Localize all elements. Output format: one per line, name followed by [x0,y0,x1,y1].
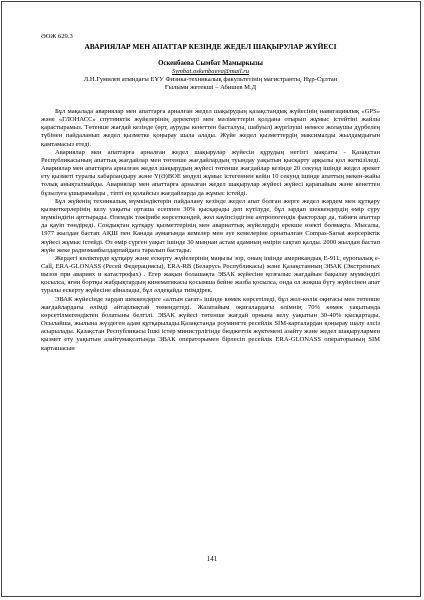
page-number: 141 [206,556,218,563]
paragraph-3: Бұл жүйенің техникалық мүмкіндіктерін пайдалану кезінде жедел апат болған жерге жедел жәрдем мен құтқару қызметкерлерінің келу уақыты орташа есеппен 30% қысқарады деп күтілуде, бұл зардап шеккендердің өмір сүру мүмкіндігін арттырады. Өлемдік тәжірибе көрсеткендей, жол кауіпсіздігіне антропогендік факторлар да, табиғи апаттар да қауіп төндіреді. Сондықтан құтқару қызметтерінің мен авариаттық жүйелердің ерекше өзекті болмақта. Мысалы, 1977 жылдан бастап АҚШ пен Канада аумағында кемелер мен әуе кемелеріне орнатылған Compas-Sarsat жерсеріктік жүйесі жұмыс істейді. Өз өмір сүрген уақыт ішінде 30 мыңнан астам адамның өмірін сақтап қалды. 2000 жылдан бастап жүйе жеке радиомаябылдарпайдаға таралып бастады. [41,197,380,254]
article-body [41,108,380,353]
paragraph-4: Жердегі көліктерде құтқару және ескерту жүйелерінің маңызы зор, оның ішінде американдық E-911, еуропалық e-Call, ERA-GLONASS (Ресей Федерациясы), ERA-RB (Беларусь Республикасы) және Қазақстанның ЭВАК (Экстренных вызов при авариях и катастрофах) . Егер жақын болашақта ЭВАК жүйесіне қозғалыс жағдайын бақылау мүмкіндігі қосылса, яғни бортқы жабдықтардың кинематикасы қосымша бейне жазба қосылса, онда ол жоқша бүгу жүйесінен апат туралы ескерту жүйесіне айналады, бұл әлдеқайда тиімдірек. [41,254,380,295]
author-name: Оскенбаева Сымбат Мамыркызы [158,60,263,67]
author-email[interactable]: Symbat.oskenbaeva@mail.ru [171,68,250,75]
paper-title: АВАРИЯЛАР МЕН АПАТТАР КЕЗІНДЕ ЖЕДЕЛ ШАҚЫРУЛАР ЖҮЙЕСІ [84,42,337,51]
scientific-advisor: Ғылыми жетекші – Абишев М.Д [164,84,257,91]
paragraph-5: ЭВАК жүйесінде зардап шеккендерге «алтын сағат» ішінде көмек көрсетіледі, бұл жол-көлік оқиғасы мен төтенше жағдайлардағы өлімді айтарлықтай төмендетеді. Жазатайым оқиғалардағы өлімнің 70% көмек уақытында көрсетілмегендіктен болатыны белгілі. ЭВАК жүйесі төтенше жағдай орнына келу уақытын 30-40% қысқартады. Осылайша, жылына жүздеген адам құтқарылады.Қазақстанда роумингте ресейлік SIM-карталардан қоңырау шалу әлсіз асырылады. Қазақстан Республикасы Ішкі істер министрлігінде бюджеттік жүктемені азайту және жедел шақырулармен қызмет ету уақытын азайтумақсатында ЭВАК операторымен бірлесіп ресейлік ERA-GLONASS операторының SIM карташасын [41,295,380,352]
author-affiliation: Л.Н.Гумилев атындағы ЕҰУ Физика-техникалық факультетінің магистранты, Нұр-Сұлтан [83,76,338,83]
paragraph-1: Бұл мақалада авариялар мен апаттарға арналған жедел шақырудың қазақстандық жүйесінің навигациялық «GPS» және «ГЛОНАСС» спутниктік жүйелерінің деректері мен мәліметтерін қолдана отырып жұмыс істейтіні жайлы қарастырамыз. Төтенше жағдай кезінде (өрт, ауруды кенеттен басталуы, шабуыл) жүргізуші немесе жолаушы дүрбелең түбінен пайдаланып жедел қызметке қоңырау шала алады. Жүйе жедел қызметтердің максималды жылдамдығын қамтамасыз етеді. [41,108,380,148]
paragraph-2: Авариялар мен апаттарға арналған жедел шақырулар жүйесін құрудың негізгі мақсаты - Қазақстан Республикасының апаттық жағдайлар мен төтенше жағдайлардың туындау уақытын қысқарту арқылы қол жеткізіледі. Авариялар мен апаттарға арналған жедел шақырудың жүйесі төтенше жағдайлар кезінде 20 секунд ішінде жедел әрекет ету қызметі туралы хабарландыру және Ү(Ә)ВОЕ модулі жұмыс істегеннен кейін 10 секунд ішінде апаттың мекен-жайы толық анықталмайды. Авариялар мен апаттарға арналған жедел шақырулар жүйесі жүйесі қарапайым және кенеттен бұзылуға ұшырамайды , тіпті ең қолайсыз жағдайларда да жұмыс істейді. [41,148,380,197]
udk-code: ӘОЖ 629.3 [41,33,73,40]
